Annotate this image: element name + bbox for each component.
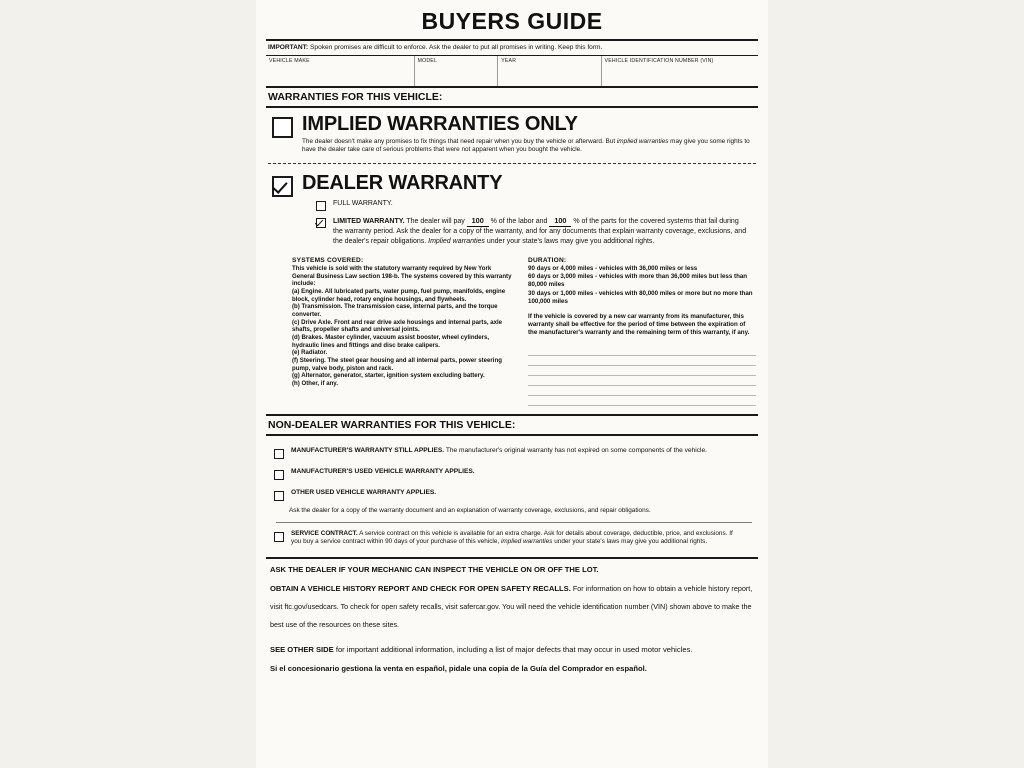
important-text: Spoken promises are difficult to enforce. Ask the dealer to put all promises in writing. Keep this form. [310,44,603,51]
divider-dashed [268,163,756,164]
non-dealer-option-row [274,468,754,480]
blank-line[interactable] [528,366,756,376]
warranties-heading: WARRANTIES FOR THIS VEHICLE: [266,88,758,108]
full-warranty-row [316,199,756,211]
other-used-vehicle-warranty-checkbox[interactable] [274,491,284,501]
field-vin-label: VEHICLE IDENTIFICATION NUMBER (VIN) [604,57,714,64]
footer-other-side [270,639,754,657]
limited-text-2: % of the labor and [488,218,550,226]
systems-duration-columns [266,257,758,406]
limited-warranty-row [316,216,756,246]
limited-warranty-text [333,216,756,246]
option-bold-2: OTHER USED VEHICLE WARRANTY APPLIES. [291,488,437,496]
duration-column [524,257,756,406]
implied-text-2: may give you some rights to have the dealer take care of serious problems that were not apparent when you bought the vehicle. [302,137,750,154]
systems-covered-column [292,257,524,406]
limited-text-italic: Implied warranties [428,237,485,245]
service-contract-checkbox[interactable] [274,532,284,542]
non-dealer-option-row [274,447,754,459]
parts-percent-field[interactable]: 100 [549,216,571,227]
systems-item: (h) Other, if any. [292,380,338,388]
implied-warranties-description [302,138,756,154]
buyers-guide-document [256,0,768,768]
field-model[interactable] [414,56,498,86]
manufacturer-used-vehicle-warranty-checkbox[interactable] [274,470,284,480]
footer-history-text: For information on how to obtain a vehicle history report, visit ftc.gov/usedcars. To check for open safety recalls, visit safercar.gov. You will need the vehicle identification number (VIN) shown above to make the best use of the resources on these sites. [270,583,753,629]
blank-line[interactable] [528,386,756,396]
field-vehicle-make[interactable] [266,56,414,86]
labor-percent-field[interactable]: 100 [467,216,489,227]
duration-item: 90 days or 4,000 miles - vehicles with 36,000 miles or less [528,265,698,272]
blank-line[interactable] [528,376,756,386]
footer-spanish-notice: Si el concesionario gestiona la venta en español, pidale una copia de la Guía del Comprador en español. [270,663,647,673]
footer-history-report [270,578,754,632]
duration-blank-lines[interactable] [528,346,756,406]
footer-other-side-bold: SEE OTHER SIDE [270,644,334,654]
systems-covered-intro: This vehicle is sold with the statutory warranty required by New York General Business Law section 198-b. The systems covered by this warranty include: [292,265,512,288]
limited-warranty-checkbox[interactable] [316,218,326,228]
footer-other-side-text: for important additional information, including a list of major defects that may occur in used motor vehicles. [333,644,693,654]
divider-thin [276,522,752,523]
duration-item: 30 days or 1,000 miles - vehicles with 80,000 miles or more but no more than 100,000 miles [528,289,753,305]
systems-item: (b) Transmission. The transmission case, internal parts, and the torque converter. [292,303,498,319]
limited-text-4: under your state's laws may give you additional rights. [484,237,655,245]
field-model-label: MODEL [417,57,438,64]
service-contract-text [291,530,754,547]
other-used-vehicle-warranty-text [291,489,436,498]
manufacturer-warranty-still-applies-checkbox[interactable] [274,449,284,459]
limited-warranty-label: LIMITED WARRANTY. [333,218,405,226]
systems-item: (f) Steering. The steel gear housing and all internal parts, power steering pump, valve body, piston and rack. [292,357,502,372]
blank-line[interactable] [528,356,756,366]
systems-item: (g) Alternator, generator, starter, ignition system excluding battery. [292,372,485,380]
manufacturer-used-vehicle-warranty-text [291,468,475,477]
implied-warranties-block [266,108,758,156]
full-warranty-label: FULL WARRANTY. [333,200,393,208]
systems-item: (a) Engine. All lubricated parts, water pump, fuel pump, manifolds, engine block, cylinder head, rotary engine housings, and flywheels. [292,288,506,303]
systems-item: (c) Drive Axle. Front and rear drive axle housings and internal parts, axle shafts, propeller shafts and universal joints. [292,318,503,334]
non-dealer-note: Ask the dealer for a copy of the warranty document and an explanation of warranty coverage, exclusions, and repair obligations. [289,506,651,514]
manufacturer-warranty-still-applies-text [291,447,717,456]
implied-warranties-title: IMPLIED WARRANTIES ONLY [302,112,578,135]
field-year-label: YEAR [501,57,517,64]
service-contract-text-2: under your state's laws may give you additional rights. [552,538,708,546]
page-title: BUYERS GUIDE [421,8,603,34]
limited-text-3: % of the parts for the covered systems that fail during the warranty period. Ask the dealer for a copy of the warranty, and for any documents that explain warranty coverage, exclusions, and the dealer's repair obligations. [333,218,747,245]
systems-covered-heading: SYSTEMS COVERED: [292,257,364,264]
duration-note: If the vehicle is covered by a new car warranty from its manufacturer, this warranty shall be effective for the period of time between the expiration of the manufacturer's warranty and the remaining term of this warranty, if any. [528,312,750,337]
option-bold-0: MANUFACTURER'S WARRANTY STILL APPLIES. [291,446,445,454]
dealer-warranty-block [266,171,758,248]
duration-item: 60 days or 3,000 miles - vehicles with more than 36,000 miles but less than 80,000 miles [528,273,748,289]
important-label: IMPORTANT: [268,44,309,51]
non-dealer-body [266,436,758,549]
dealer-warranty-title: DEALER WARRANTY [302,172,503,195]
service-contract-label: SERVICE CONTRACT. [291,529,358,537]
footer-history-bold: OBTAIN A VEHICLE HISTORY REPORT AND CHECK FOR OPEN SAFETY RECALLS. [270,583,571,593]
blank-line[interactable] [528,346,756,356]
systems-item: (d) Brakes. Master cylinder, vacuum assist booster, wheel cylinders, hydraulic lines and fittings and disc brake calipers. [292,334,490,349]
implied-warranties-checkbox[interactable] [272,117,293,138]
full-warranty-checkbox[interactable] [316,201,326,211]
footer-notices [266,557,758,674]
non-dealer-option-row [274,489,754,501]
blank-line[interactable] [528,396,756,406]
footer-inspect-line: ASK THE DEALER IF YOUR MECHANIC CAN INSPECT THE VEHICLE ON OR OFF THE LOT. [270,564,599,574]
limited-text-1: The dealer will pay [404,218,467,226]
important-notice [266,41,758,55]
service-contract-text-1: A service contract on this vehicle is available for an extra charge. Ask for details about coverage, deductible, price, and exclusions. If you buy a service contract within 90 days of your purchase of this vehicle, [291,529,733,546]
option-bold-1: MANUFACTURER'S USED VEHICLE WARRANTY APPLIES. [291,467,475,475]
implied-text-1: The dealer doesn't make any promises to fix things that need repair when you buy the vehicle or afterward. But [302,137,617,145]
systems-item: (e) Radiator. [292,349,328,357]
duration-heading: DURATION: [528,257,567,264]
field-vin[interactable] [601,56,758,86]
service-contract-italic: implied warranties [500,538,553,546]
implied-text-italic: implied warranties [616,137,669,145]
field-year[interactable] [497,56,600,86]
dealer-warranty-checkbox[interactable] [272,176,293,197]
non-dealer-heading: NON-DEALER WARRANTIES FOR THIS VEHICLE: [266,414,758,436]
service-contract-row [274,530,754,547]
field-vehicle-make-label: VEHICLE MAKE [269,57,310,64]
option-text-0: The manufacturer's original warranty has not expired on some components of the vehicle. [444,446,707,454]
vehicle-fields-row [266,55,758,88]
